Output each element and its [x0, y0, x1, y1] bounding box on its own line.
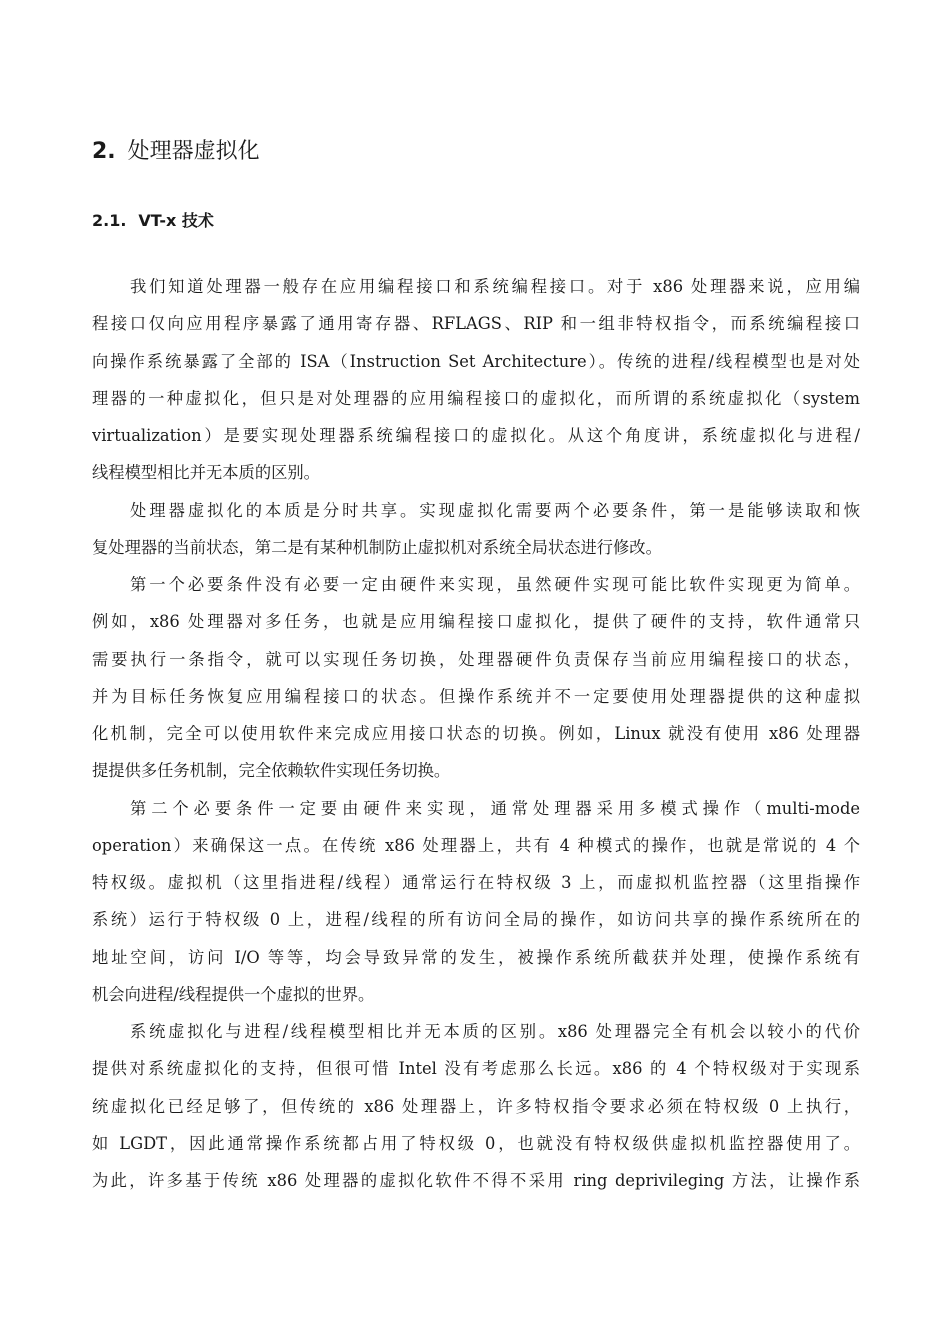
paragraph-line: 程接口仅向应用程序暴露了通用寄存器、RFLAGS、RIP 和一组非特权指令，而系统编程接口: [92, 314, 860, 334]
paragraph: [92, 492, 860, 567]
subsection-heading: [92, 207, 214, 235]
paragraph-line: 机会向进程/线程提供一个虚拟的世界。: [92, 984, 375, 1004]
paragraph-line: virtualization）是要实现处理器系统编程接口的虚拟化。从这个角度讲，系统虚拟化与进程/: [92, 426, 860, 445]
paragraph-line: 特权级。虚拟机（这里指进程/线程）通常运行在特权级 3 上，而虚拟机监控器（这里指操作: [92, 873, 860, 892]
paragraph-line: 系统）运行于特权级 0 上，进程/线程的所有访问全局的操作，如访问共享的操作系统所在的: [92, 910, 860, 930]
paragraph-line: 统虚拟化已经足够了，但传统的 x86 处理器上，许多特权指令要求必须在特权级 0 上执行，: [92, 1096, 860, 1116]
paragraph-line: 处理器虚拟化的本质是分时共享。实现虚拟化需要两个必要条件，第一是能够读取和恢: [130, 500, 860, 520]
paragraph-line: 地址空间，访问 I/O 等等，均会导致异常的发生，被操作系统所截获并处理，使操作系统有: [92, 947, 860, 967]
section-number: 2.: [92, 139, 116, 164]
paragraph-line: 如 LGDT，因此通常操作系统都占用了特权级 0，也就没有特权级供虚拟机监控器使用了。: [92, 1133, 860, 1153]
paragraph-line: 第二个必要条件一定要由硬件来实现，通常处理器采用多模式操作（multi-mode: [130, 798, 860, 818]
paragraph-line: 需要执行一条指令，就可以实现任务切换，处理器硬件负责保存当前应用编程接口的状态，: [92, 649, 860, 669]
paragraph-line: 我们知道处理器一般存在应用编程接口和系统编程接口。对于 x86 处理器来说，应用编: [130, 277, 860, 296]
paragraph-line: 系统虚拟化与进程/线程模型相比并无本质的区别。x86 处理器完全有机会以较小的代价: [130, 1022, 860, 1041]
subsection-title: VT-x 技术: [138, 211, 214, 230]
section-title: 处理器虚拟化: [127, 139, 260, 164]
paragraph-line: 并为目标任务恢复应用编程接口的状态。但操作系统并不一定要使用处理器提供的这种虚拟: [92, 686, 860, 706]
paragraph-line: 向操作系统暴露了全部的 ISA（Instruction Set Architecture）。传统的进程/线程模型也是对处: [92, 351, 860, 371]
section-heading: [92, 136, 260, 168]
paragraph-line: operation）来确保这一点。在传统 x86 处理器上，共有 4 种模式的操作，也就是常说的 4 个: [92, 835, 860, 855]
paragraph-line: 第一个必要条件没有必要一定由硬件来实现，虽然硬件实现可能比软件实现更为简单。: [130, 575, 860, 594]
paragraph-line: 为此，许多基于传统 x86 处理器的虚拟化软件不得不采用 ring deprivileging 方法，让操作系: [92, 1171, 860, 1190]
body-text: [92, 268, 860, 1199]
paragraph: [92, 566, 860, 790]
paragraph-line: 线程模型相比并无本质的区别。: [92, 463, 320, 483]
paragraph: [92, 790, 860, 1014]
paragraph-line: 复处理器的当前状态，第二是有某种机制防止虚拟机对系统全局状态进行修改。: [92, 537, 662, 557]
paragraph-line: 化机制，完全可以使用软件来完成应用接口状态的切换。例如，Linux 就没有使用 x86 处理器: [92, 724, 860, 743]
paragraph-line: 例如，x86 处理器对多任务，也就是应用编程接口虚拟化，提供了硬件的支持，软件通常只: [92, 612, 860, 632]
paragraph: [92, 1013, 860, 1199]
subsection-number: 2.1.: [92, 211, 127, 230]
paragraph: [92, 268, 860, 492]
paragraph-line: 提提供多任务机制，完全依赖软件实现任务切换。: [92, 761, 451, 781]
paragraph-line: 提供对系统虚拟化的支持，但很可惜 Intel 没有考虑那么长远。x86 的 4 个特权级对于实现系: [92, 1059, 860, 1079]
paragraph-line: 理器的一种虚拟化，但只是对处理器的应用编程接口的虚拟化，而所谓的系统虚拟化（system: [92, 388, 860, 408]
